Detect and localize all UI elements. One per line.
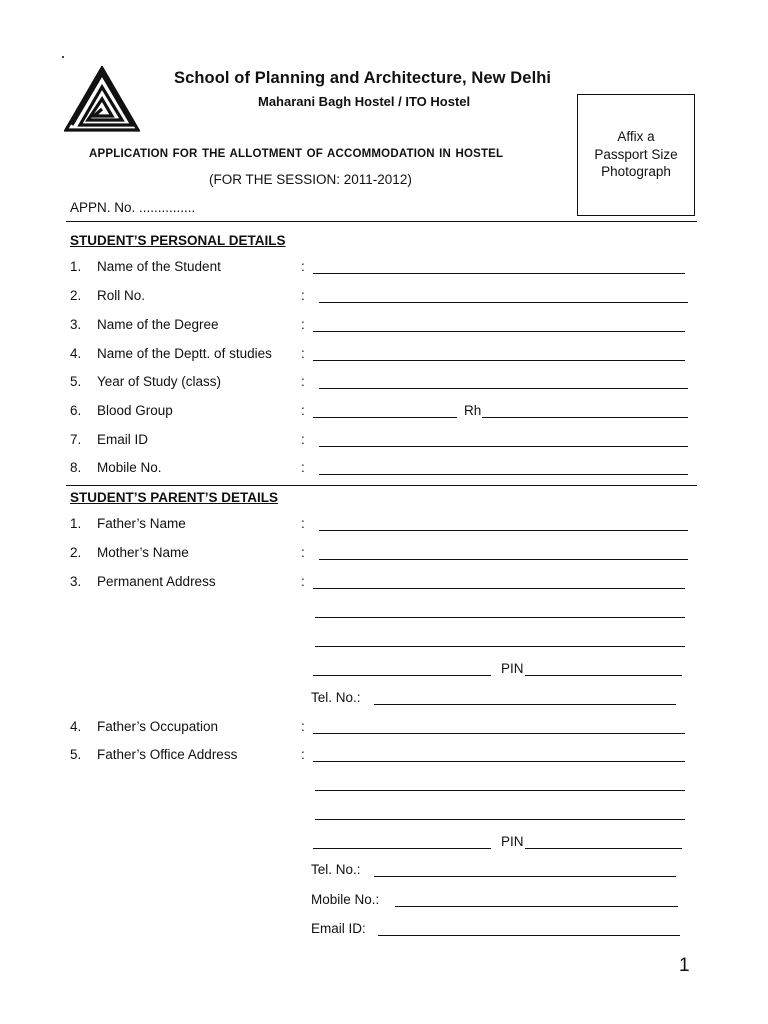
father-office-address-label: Father’s Office Address — [97, 747, 238, 762]
colon: : — [301, 460, 305, 475]
office-email-field[interactable] — [378, 935, 680, 936]
mobile-label: Mobile No. — [97, 460, 162, 475]
personal-details-heading: STUDENT’S PERSONAL DETAILS — [70, 233, 286, 248]
permanent-address-label: Permanent Address — [97, 574, 216, 589]
item-number: 5. — [70, 747, 82, 762]
email-label: Email ID — [97, 432, 149, 447]
father-occupation-label: Father’s Occupation — [97, 719, 219, 734]
item-number: 3. — [70, 574, 82, 589]
colon: : — [301, 259, 305, 274]
permanent-pin-field[interactable] — [525, 675, 682, 676]
session-text: (FOR THE SESSION: 2011-2012) — [209, 172, 412, 187]
page-number: 1 — [679, 955, 690, 976]
institution-logo — [64, 66, 140, 132]
colon: : — [301, 288, 305, 303]
tel-label: Tel. No.: — [311, 690, 361, 705]
institution-title: School of Planning and Architecture, New Delhi — [174, 69, 552, 87]
permanent-address-line-2[interactable] — [315, 617, 685, 618]
item-number: 5. — [70, 374, 82, 389]
section-divider — [66, 485, 697, 486]
colon: : — [301, 317, 305, 332]
father-name-label: Father’s Name — [97, 516, 186, 531]
item-number: 8. — [70, 460, 82, 475]
colon: : — [301, 574, 305, 589]
tel-label: Tel. No.: — [311, 862, 361, 877]
hostel-names: Maharani Bagh Hostel / ITO Hostel — [258, 94, 471, 109]
colon: : — [301, 516, 305, 531]
application-title: APPLICATION FOR THE ALLOTMENT OF ACCOMMODATION IN HOSTEL — [89, 148, 504, 160]
degree-label: Name of the Degree — [97, 317, 219, 332]
pin-label: PIN — [501, 834, 524, 849]
father-occupation-field[interactable] — [313, 733, 685, 734]
colon: : — [301, 346, 305, 361]
office-address-line-2[interactable] — [315, 790, 685, 791]
application-number: APPN. No. ............... — [70, 200, 196, 215]
item-number: 1. — [70, 259, 82, 274]
blood-group-field[interactable] — [313, 417, 457, 418]
photo-box-line: Photograph — [601, 164, 671, 179]
office-pin-field[interactable] — [525, 848, 682, 849]
colon: : — [301, 719, 305, 734]
colon: : — [301, 747, 305, 762]
office-address-line-3[interactable] — [315, 819, 685, 820]
email-field[interactable] — [319, 446, 688, 447]
permanent-address-line-1[interactable] — [313, 588, 685, 589]
office-address-line-4[interactable] — [313, 848, 491, 849]
mother-name-label: Mother’s Name — [97, 545, 189, 560]
parents-details-heading: STUDENT’S PARENT’S DETAILS — [70, 490, 279, 505]
office-tel-field[interactable] — [374, 876, 676, 877]
roll-no-field[interactable] — [319, 302, 688, 303]
student-name-field[interactable] — [313, 273, 685, 274]
mobile-no-label: Mobile No.: — [311, 892, 380, 907]
department-label: Name of the Deptt. of studies — [97, 346, 272, 361]
blood-group-label: Blood Group — [97, 403, 173, 418]
office-mobile-field[interactable] — [395, 906, 678, 907]
mother-name-field[interactable] — [319, 559, 688, 560]
department-field[interactable] — [313, 360, 685, 361]
item-number: 3. — [70, 317, 82, 332]
colon: : — [301, 374, 305, 389]
item-number: 4. — [70, 346, 82, 361]
year-of-study-label: Year of Study (class) — [97, 374, 222, 389]
degree-field[interactable] — [313, 331, 685, 332]
rh-field[interactable] — [482, 417, 688, 418]
email-id-label: Email ID: — [311, 921, 366, 936]
colon: : — [301, 432, 305, 447]
section-divider — [66, 221, 697, 222]
item-number: 2. — [70, 545, 82, 560]
student-name-label: Name of the Student — [97, 259, 221, 274]
colon: : — [301, 545, 305, 560]
pin-label: PIN — [501, 661, 524, 676]
photo-box-line: Passport Size — [594, 146, 678, 162]
photograph-box[interactable] — [577, 94, 695, 216]
roll-no-label: Roll No. — [97, 288, 146, 303]
photo-box-line: Affix a — [617, 129, 655, 144]
item-number: 1. — [70, 516, 82, 531]
permanent-tel-field[interactable] — [374, 704, 676, 705]
mobile-field[interactable] — [319, 474, 688, 475]
item-number: 2. — [70, 288, 82, 303]
item-number: 4. — [70, 719, 82, 734]
father-name-field[interactable] — [319, 530, 688, 531]
item-number: 6. — [70, 403, 82, 418]
colon: : — [301, 403, 305, 418]
permanent-address-line-3[interactable] — [315, 646, 685, 647]
year-of-study-field[interactable] — [319, 388, 688, 389]
office-address-line-1[interactable] — [313, 761, 685, 762]
rh-label: Rh — [464, 403, 482, 418]
stray-dot — [62, 56, 64, 58]
item-number: 7. — [70, 432, 82, 447]
permanent-address-line-4[interactable] — [313, 675, 491, 676]
